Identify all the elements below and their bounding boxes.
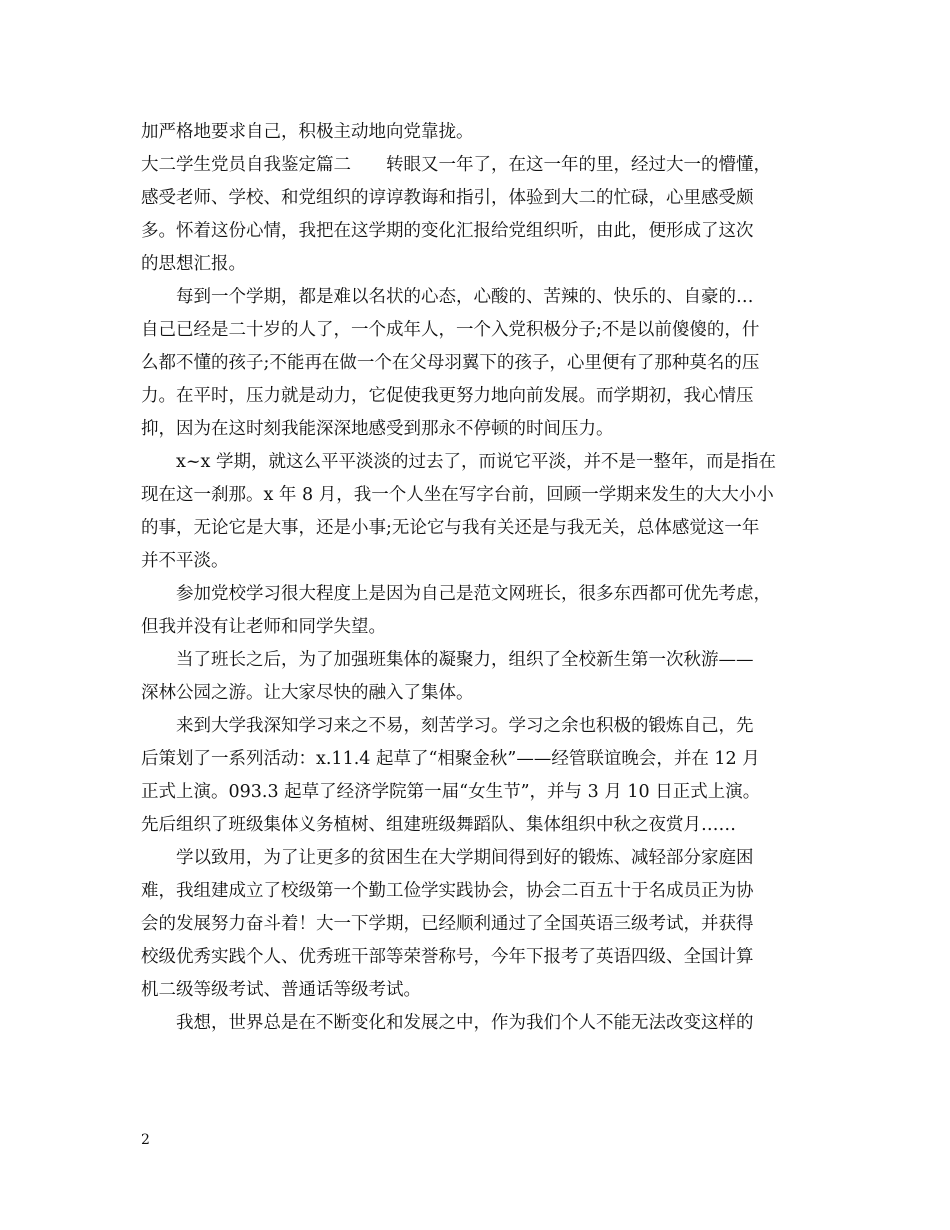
text-line: 学以致用，为了让更多的贫困生在大学期间得到好的锻炼、减轻部分家庭困	[176, 848, 754, 868]
text-line: 后策划了一系列活动：x.11.4 起草了“相聚金秋”——经管联谊晚会，并在 12 月	[141, 749, 760, 769]
text-line: 先后组织了班级集体义务植树、组建班级舞蹈队、集体组织中秋之夜赏月……	[141, 815, 736, 835]
text-line: 每到一个学期，都是难以名状的心态，心酸的、苦辣的、快乐的、自豪的…	[176, 287, 754, 307]
text-line: 加严格地要求自己，积极主动地向党靠拢。	[141, 122, 474, 142]
text-line: 大二学生党员自我鉴定篇二 转眼又一年了，在这一年的里，经过大一的懵懂，	[141, 155, 771, 175]
text-line: 来到大学我深知学习来之不易，刻苦学习。学习之余也积极的锻炼自己，先	[176, 716, 754, 736]
text-line: 校级优秀实践个人、优秀班干部等荣誉称号，今年下报考了英语四级、全国计算	[141, 947, 754, 967]
text-line: 正式上演。093.3 起草了经济学院第一届“女生节”，并与 3 月 10 日正式上演。	[141, 782, 761, 802]
text-line: 的事，无论它是大事，还是小事;无论它与我有关还是与我无关，总体感觉这一年	[141, 518, 760, 538]
text-line: 机二级等级考试、普通话等级考试。	[141, 980, 421, 1000]
text-line: 自己已经是二十岁的人了，一个成年人，一个入党积极分子;不是以前傻傻的，什	[141, 320, 760, 340]
text-line: 的思想汇报。	[141, 254, 246, 274]
text-line: 多。怀着这份心情，我把在这学期的变化汇报给党组织听，由此，便形成了这次	[141, 221, 754, 241]
text-line: 力。在平时，压力就是动力，它促使我更努力地向前发展。而学期初，我心情压	[141, 386, 754, 406]
text-line: 但我并没有让老师和同学失望。	[141, 617, 386, 637]
text-line: 参加党校学习很大程度上是因为自己是范文网班长，很多东西都可优先考虑，	[176, 584, 771, 604]
page-number: 2	[141, 1132, 150, 1148]
text-line: 么都不懂的孩子;不能再在做一个在父母羽翼下的孩子，心里便有了那种莫名的压	[141, 353, 760, 373]
text-line: 难，我组建成立了校级第一个勤工俭学实践协会，协会二百五十于名成员正为协	[141, 881, 754, 901]
document-body	[141, 116, 809, 1040]
text-line: 并不平淡。	[141, 551, 229, 571]
text-line: 深林公园之游。让大家尽快的融入了集体。	[141, 683, 474, 703]
text-line: 现在这一刹那。x 年 8 月，我一个人坐在写字台前，回顾一学期来发生的大大小小	[141, 485, 774, 505]
text-line: 抑，因为在这时刻我能深深地感受到那永不停顿的时间压力。	[141, 419, 614, 439]
text-line: x~x 学期，就这么平平淡淡的过去了，而说它平淡，并不是一整年，而是指在	[176, 452, 776, 472]
text-line: 会的发展努力奋斗着！大一下学期，已经顺利通过了全国英语三级考试，并获得	[141, 914, 754, 934]
text-line: 我想，世界总是在不断变化和发展之中，作为我们个人不能无法改变这样的	[176, 1013, 754, 1033]
text-line: 当了班长之后，为了加强班集体的凝聚力，组织了全校新生第一次秋游——	[176, 650, 754, 670]
text-line: 感受老师、学校、和党组织的谆谆教诲和指引，体验到大二的忙碌，心里感受颇	[141, 188, 754, 208]
